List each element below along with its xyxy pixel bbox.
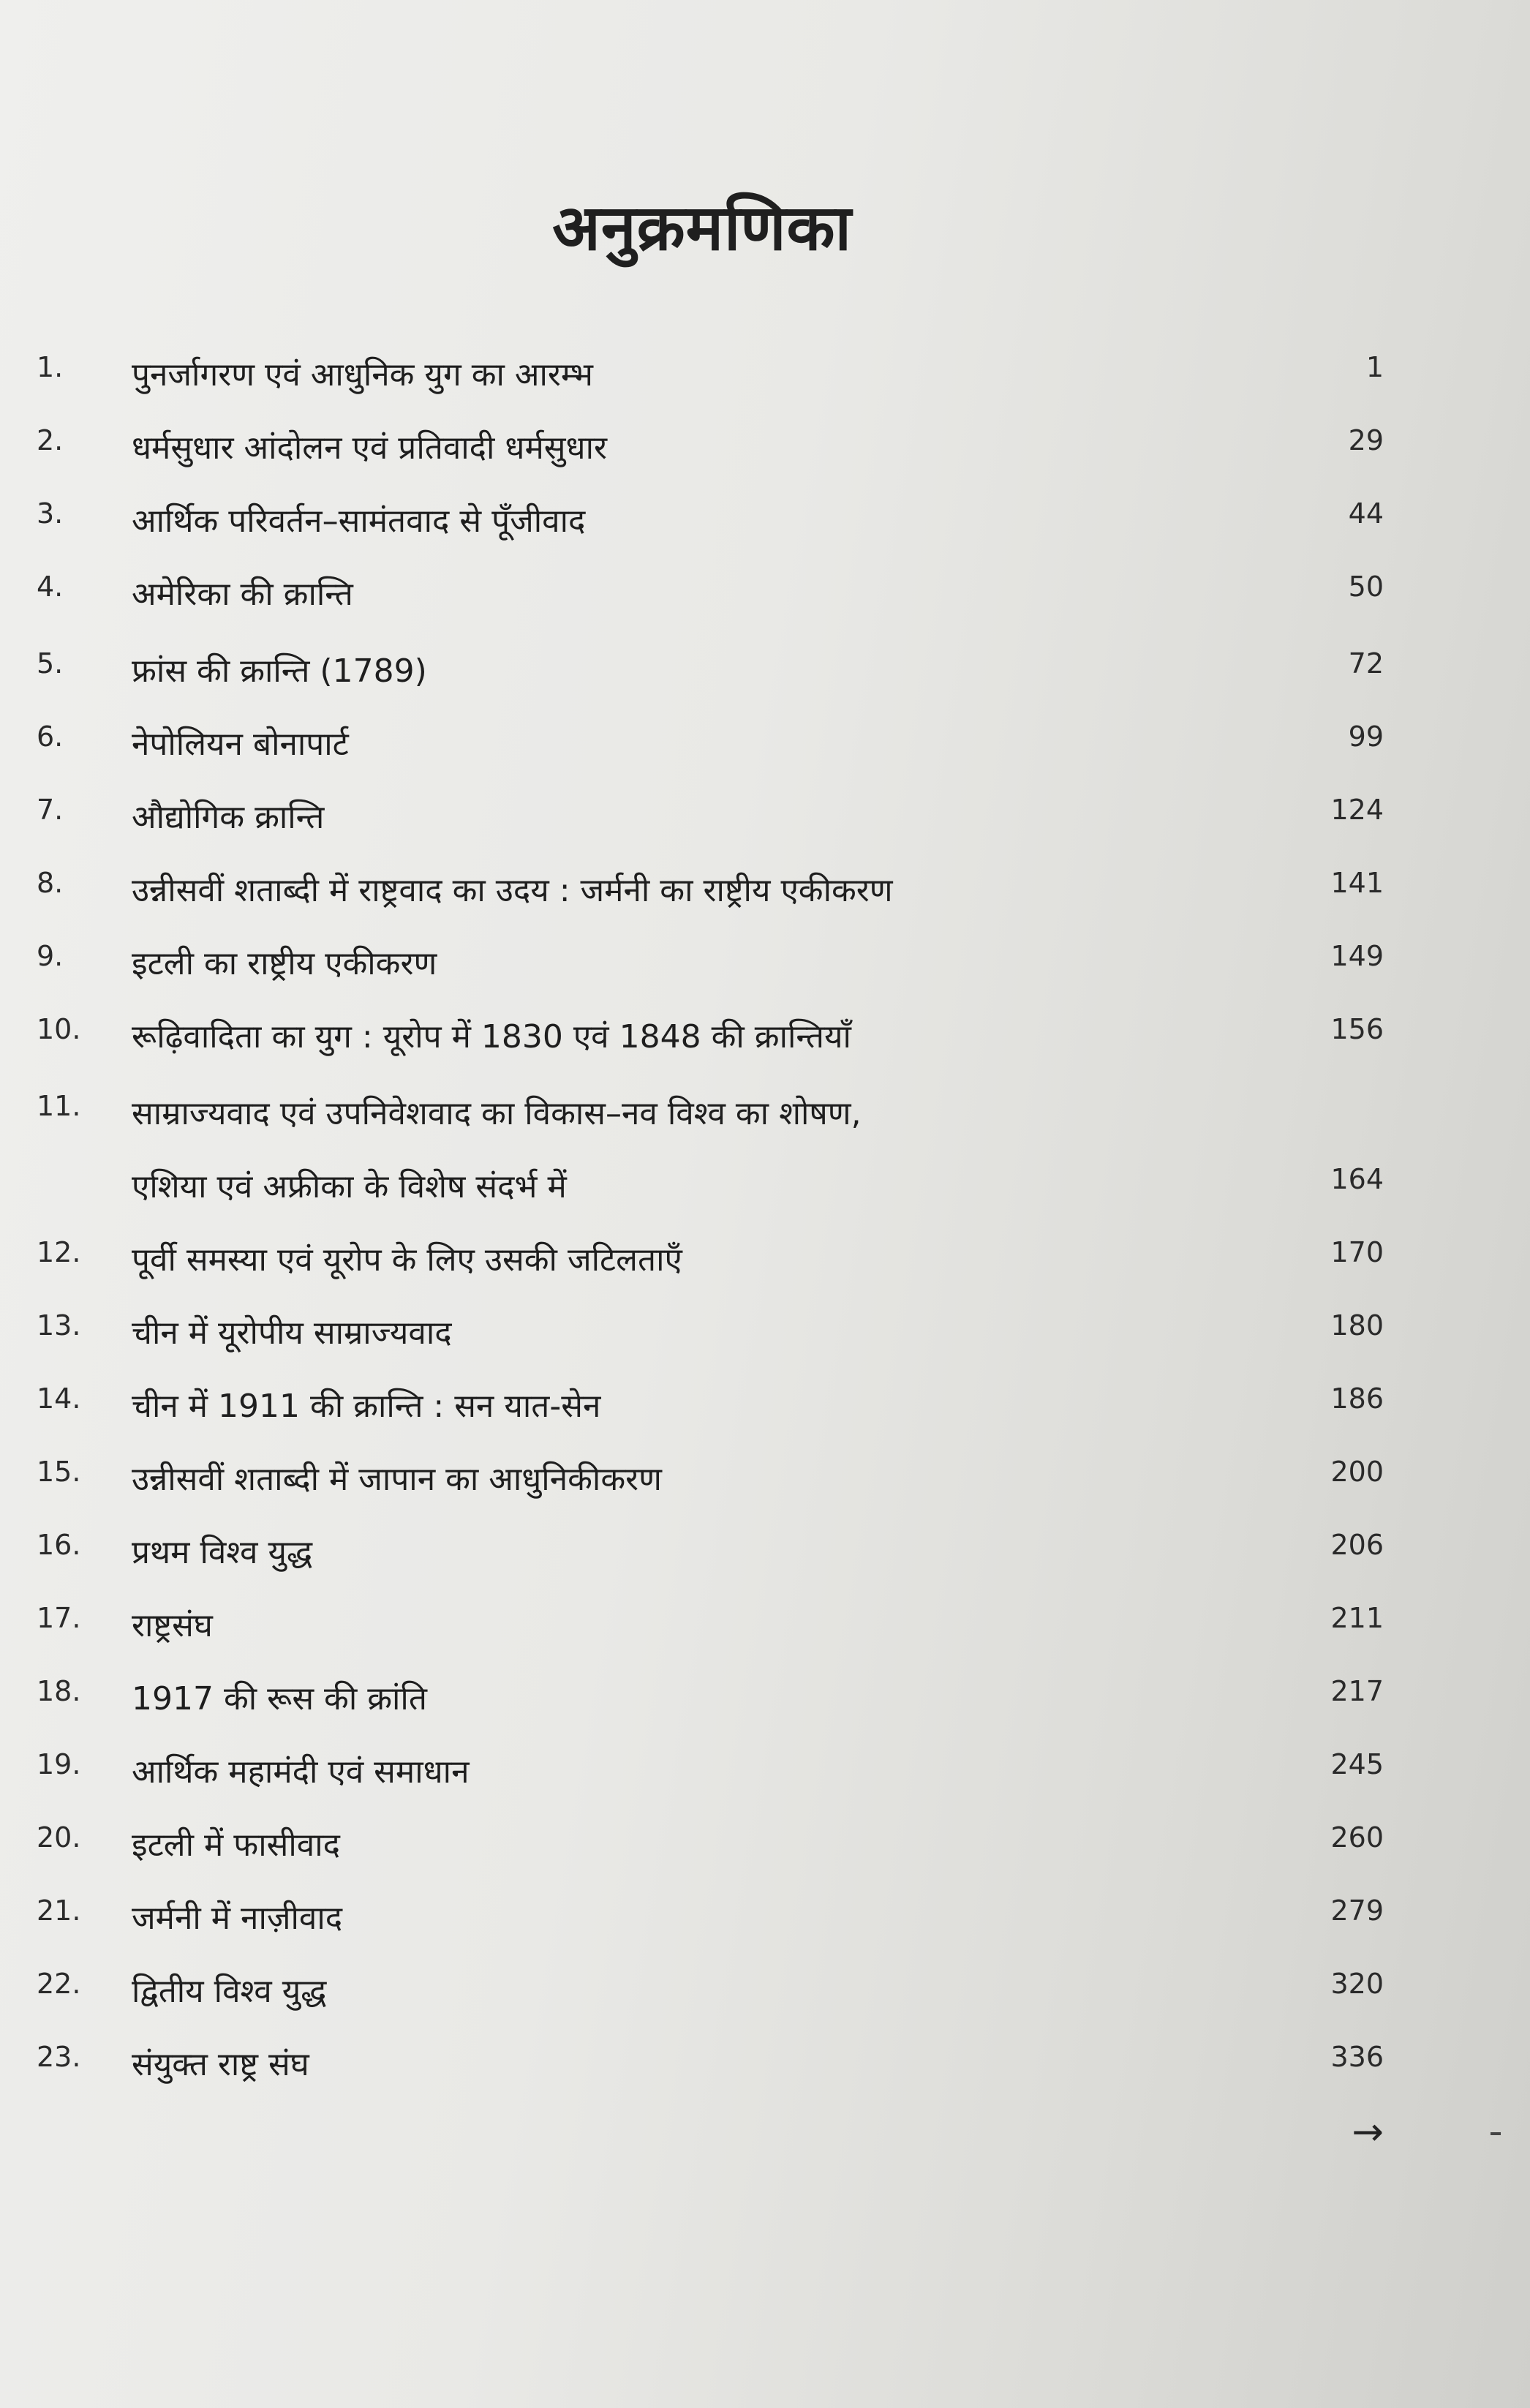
toc-page: 156 (1330, 1013, 1384, 1045)
toc-page: 245 (1330, 1748, 1384, 1780)
toc-number: 20. (37, 1821, 81, 1854)
toc-entry-15 (0, 1456, 1530, 1529)
toc-title: रूढ़िवादिता का युग : यूरोप में 1830 एवं 1848 की क्रान्तियाँ (132, 1018, 851, 1056)
toc-page: 1 (1365, 351, 1384, 383)
toc-entry-1 (0, 351, 1530, 424)
toc-title-continued: एशिया एवं अफ्रीका के विशेष संदर्भ में (132, 1168, 567, 1205)
toc-entry-20 (0, 1821, 1530, 1895)
toc-title: जर्मनी में नाज़ीवाद (132, 1900, 343, 1937)
toc-page: 186 (1330, 1382, 1384, 1415)
toc-title: राष्ट्रसंघ (132, 1607, 213, 1644)
toc-page: 200 (1330, 1456, 1384, 1488)
toc-entry-2 (0, 424, 1530, 497)
toc-entry-22 (0, 1968, 1530, 2041)
toc-entry-3 (0, 497, 1530, 571)
toc-number: 16. (37, 1529, 81, 1561)
toc-title: उन्नीसवीं शताब्दी में राष्ट्रवाद का उदय : जर्मनी का राष्ट्रीय एकीकरण (132, 872, 893, 909)
toc-entry-16 (0, 1529, 1530, 1602)
toc-page: 72 (1348, 647, 1384, 680)
toc-number: 9. (37, 940, 64, 972)
toc-title: पुनर्जागरण एवं आधुनिक युग का आरम्भ (132, 356, 593, 394)
toc-title: औद्योगिक क्रान्ति (132, 799, 325, 836)
toc-page: 260 (1330, 1821, 1384, 1854)
toc-entry-9 (0, 940, 1530, 1013)
toc-title: फ्रांस की क्रान्ति (1789) (132, 652, 427, 690)
page-edge-mark (1491, 2132, 1501, 2135)
toc-page: 170 (1330, 1236, 1384, 1268)
toc-number: 1. (37, 351, 64, 383)
toc-number: 7. (37, 794, 64, 826)
toc-number: 3. (37, 497, 64, 530)
toc-entry-23 (0, 2041, 1530, 2114)
toc-page: 149 (1330, 940, 1384, 972)
toc-page: 124 (1330, 794, 1384, 826)
toc-title: इटली का राष्ट्रीय एकीकरण (132, 945, 437, 982)
page-title: अनुक्रमणिका (552, 192, 852, 265)
toc-page: 206 (1330, 1529, 1384, 1561)
toc-page: 180 (1330, 1309, 1384, 1342)
toc-page: 141 (1330, 867, 1384, 899)
toc-entry-8 (0, 867, 1530, 940)
toc-page: 99 (1348, 720, 1384, 753)
toc-page: 29 (1348, 424, 1384, 456)
toc-title: संयुक्त राष्ट्र संघ (132, 2046, 309, 2083)
toc-page: 44 (1348, 497, 1384, 530)
toc-title: धर्मसुधार आंदोलन एवं प्रतिवादी धर्मसुधार (132, 429, 607, 467)
toc-entry-11 (0, 1090, 1530, 1236)
toc-number: 14. (37, 1382, 81, 1415)
toc-entry-12 (0, 1236, 1530, 1309)
toc-title: साम्राज्यवाद एवं उपनिवेशवाद का विकास–नव विश्व का शोषण, (132, 1095, 862, 1132)
toc-number: 18. (37, 1675, 81, 1707)
toc-title: आर्थिक परिवर्तन–सामंतवाद से पूँजीवाद (132, 503, 586, 540)
toc-title: द्वितीय विश्व युद्ध (132, 1973, 327, 2010)
toc-number: 23. (37, 2041, 81, 2073)
toc-entry-14 (0, 1382, 1530, 1456)
toc-title: प्रथम विश्व युद्ध (132, 1534, 313, 1571)
toc-number: 22. (37, 1968, 81, 2000)
toc-page: 164 (1330, 1163, 1384, 1195)
toc-entry-13 (0, 1309, 1530, 1382)
toc-number: 19. (37, 1748, 81, 1780)
toc-title: अमेरिका की क्रान्ति (132, 576, 353, 613)
toc-number: 4. (37, 571, 64, 603)
toc-title: नेपोलियन बोनापार्ट (132, 726, 349, 763)
toc-page: 279 (1330, 1895, 1384, 1927)
toc-title: चीन में 1911 की क्रान्ति : सन यात-सेन (132, 1388, 601, 1425)
toc-entry-19 (0, 1748, 1530, 1821)
toc-entry-10 (0, 1013, 1530, 1086)
toc-number: 2. (37, 424, 64, 456)
toc-entry-17 (0, 1602, 1530, 1675)
toc-title: इटली में फासीवाद (132, 1826, 340, 1864)
toc-entry-4 (0, 571, 1530, 644)
toc-number: 21. (37, 1895, 81, 1927)
toc-entry-5 (0, 647, 1530, 720)
toc-number: 10. (37, 1013, 81, 1045)
toc-title: चीन में यूरोपीय साम्राज्यवाद (132, 1314, 452, 1352)
toc-title: पूर्वी समस्या एवं यूरोप के लिए उसकी जटिलताएँ (132, 1241, 682, 1279)
toc-number: 13. (37, 1309, 81, 1342)
toc-title: उन्नीसवीं शताब्दी में जापान का आधुनिकीकरण (132, 1461, 662, 1498)
toc-title: आर्थिक महामंदी एवं समाधान (132, 1753, 470, 1791)
toc-number: 11. (37, 1090, 81, 1122)
toc-title: 1917 की रूस की क्रांति (132, 1680, 427, 1717)
toc-number: 8. (37, 867, 64, 899)
toc-page: 336 (1330, 2041, 1384, 2073)
toc-entry-18 (0, 1675, 1530, 1748)
toc-entry-7 (0, 794, 1530, 867)
toc-page: 211 (1330, 1602, 1384, 1634)
toc-number: 15. (37, 1456, 81, 1488)
toc-page: 217 (1330, 1675, 1384, 1707)
toc-page: 320 (1330, 1968, 1384, 2000)
continue-arrow-icon: → (1352, 2110, 1384, 2154)
toc-number: 12. (37, 1236, 81, 1268)
toc-number: 6. (37, 720, 64, 753)
toc-number: 17. (37, 1602, 81, 1634)
toc-entry-21 (0, 1895, 1530, 1968)
toc-number: 5. (37, 647, 64, 680)
toc-page: 50 (1348, 571, 1384, 603)
toc-entry-6 (0, 720, 1530, 794)
